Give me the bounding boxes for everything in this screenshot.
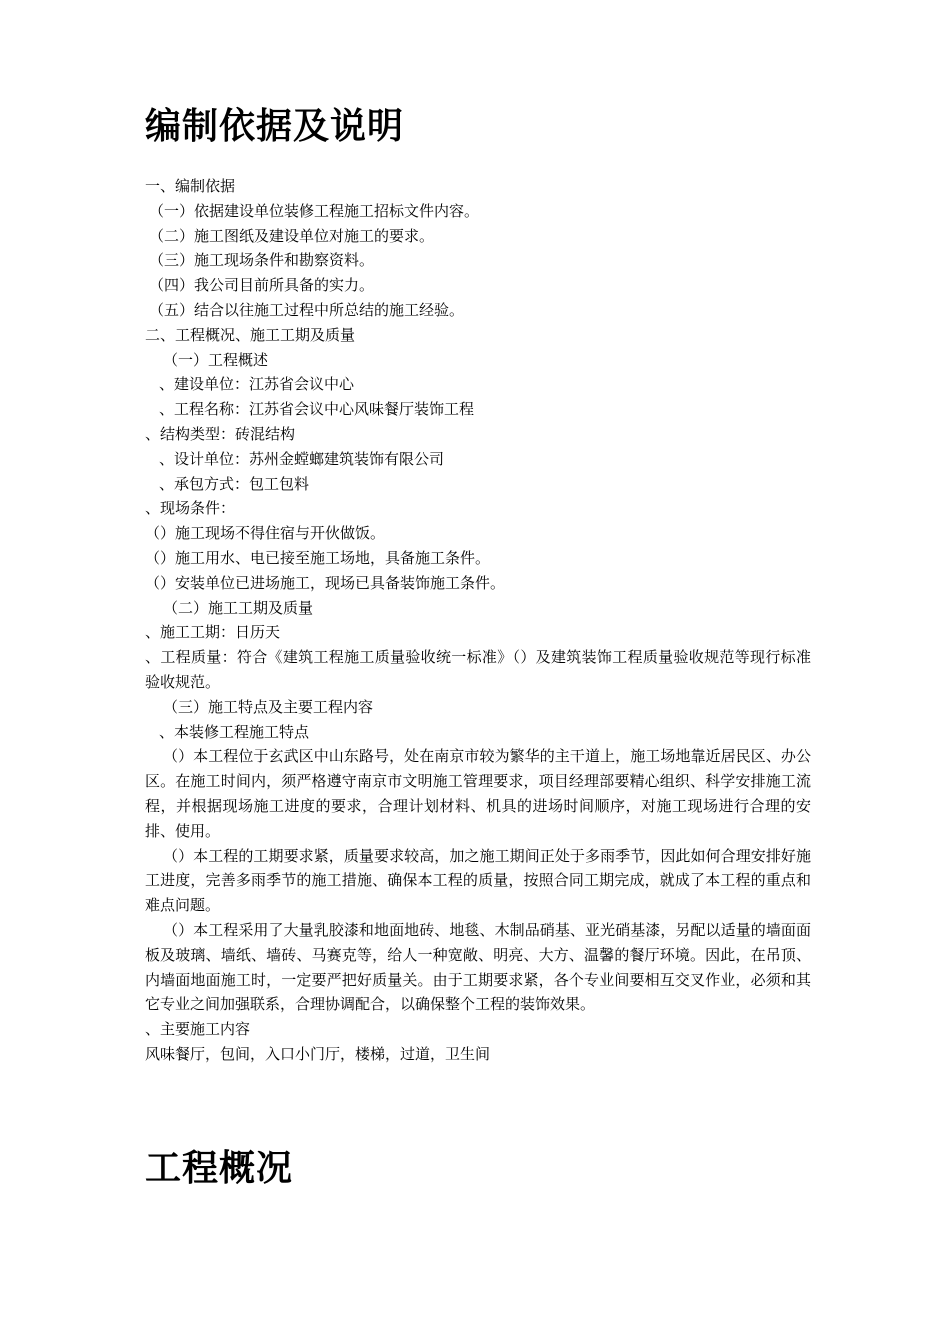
text-line: （）施工现场不得住宿与开伙做饭。: [145, 524, 386, 543]
text-line: （三）施工现场条件和勘察资料。: [149, 251, 375, 270]
section-heading: 工程概况: [145, 1147, 294, 1189]
text-line: 、现场条件：: [145, 499, 236, 518]
text-line: 、工程名称：江苏省会议中心风味餐厅装饰工程: [159, 400, 475, 419]
paragraph: （）本工程采用了大量乳胶漆和地面地砖、地毯、木制品硝基、亚光硝基漆，另配以适量的墙面面板及玻璃、墙纸、墙砖、马赛克等，给人一种宽敞、明亮、大方、温馨的餐厅环境。因此，在吊顶、内墙面地面施工时，一定要严把好质量关。由于工期要求紧，各个专业间要相互交叉作业，必须和其它专业之间加强联系，合理协调配合，以确保整个工程的装饰效果。: [145, 920, 811, 1014]
text-line: （）安装单位已进场施工，现场已具备装饰施工条件。: [145, 573, 506, 592]
text-line: 二、工程概况、施工工期及质量: [145, 325, 356, 344]
text-line: 、施工工期：日历天: [145, 623, 281, 642]
text-line: 、承包方式：包工包料: [159, 474, 310, 493]
text-line: 、设计单位：苏州金螳螂建筑装饰有限公司: [159, 449, 445, 468]
text-line: 、主要施工内容: [145, 1020, 251, 1039]
document-body: [145, 174, 811, 1067]
text-line: （一）依据建设单位装修工程施工招标文件内容。: [149, 201, 480, 220]
text-line: （一）工程概述: [163, 350, 269, 369]
text-line: 、结构类型：砖混结构: [145, 424, 296, 443]
text-line: （四）我公司目前所具备的实力。: [149, 276, 375, 295]
text-line: （）施工用水、电已接至施工场地，具备施工条件。: [145, 548, 491, 567]
text-line: 、本装修工程施工特点: [159, 722, 310, 741]
paragraph: （）本工程的工期要求紧，质量要求较高，加之施工期间正处于多雨季节，因此如何合理安排好施工进度，完善多雨季节的施工措施、确保本工程的质量，按照合同工期完成，就成了本工程的重点和难点问题。: [145, 846, 811, 915]
text-line: 、建设单位：江苏省会议中心: [159, 375, 355, 394]
text-line: （三）施工特点及主要工程内容: [163, 697, 374, 716]
text-line: 一、编制依据: [145, 177, 236, 195]
text-line: （二）施工图纸及建设单位对施工的要求。: [149, 226, 435, 245]
paragraph: （）本工程位于玄武区中山东路号，处在南京市较为繁华的主干道上，施工场地靠近居民区、办公区。在施工时间内，须严格遵守南京市文明施工管理要求，项目经理部要精心组织、科学安排施工流程，并根据现场施工进度的要求，合理计划材料、机具的进场时间顺序，对施工现场进行合理的安排、使用。: [145, 747, 811, 840]
document-title: 编制依据及说明: [145, 105, 405, 147]
text-line: 风味餐厅，包间，入口小门厅，楼梯，过道，卫生间: [145, 1044, 491, 1063]
text-line: （二）施工工期及质量: [163, 598, 314, 617]
paragraph: 、工程质量：符合《建筑工程施工质量验收统一标准》（）及建筑装饰工程质量验收规范等现行标准验收规范。: [145, 648, 811, 691]
text-line: （五）结合以往施工过程中所总结的施工经验。: [149, 300, 465, 319]
